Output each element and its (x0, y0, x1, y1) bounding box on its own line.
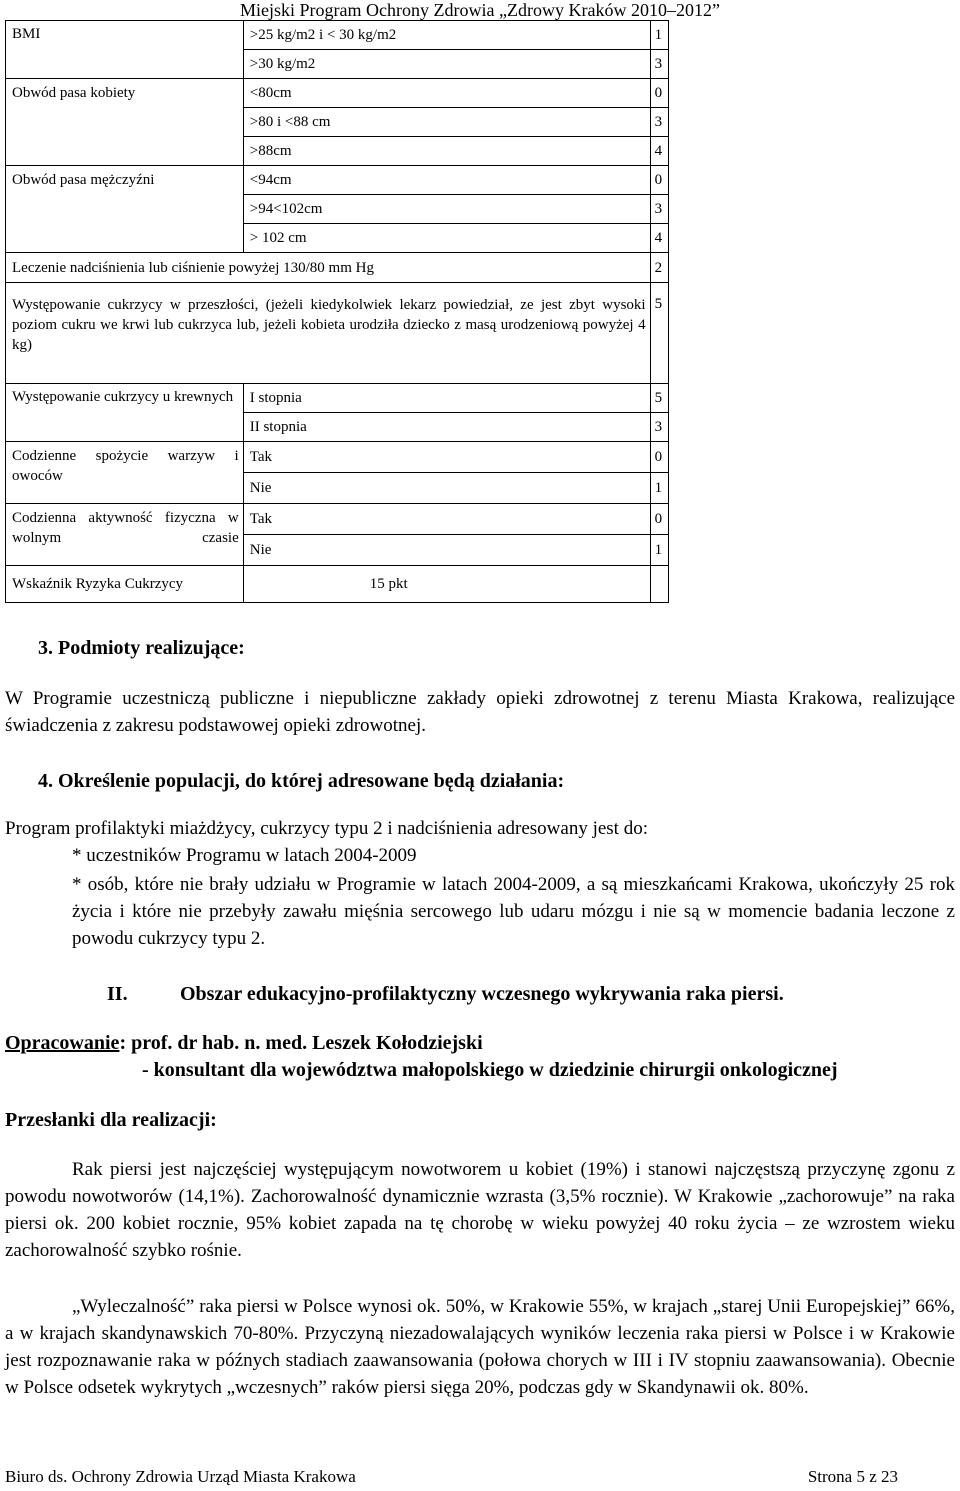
author-colon: : (119, 1032, 127, 1054)
vegetables-points-1: 0 (650, 442, 668, 473)
waist-male-points-1: 0 (650, 166, 668, 195)
diabetes-past-points: 5 (650, 283, 668, 384)
waist-female-value-1: <80cm (243, 79, 650, 108)
author-line (5, 1032, 483, 1055)
waist-male-points-2: 3 (650, 195, 668, 224)
vegetables-label: Codzienne spożycie warzyw i owoców (6, 442, 244, 504)
table-row (6, 166, 669, 195)
table-row (6, 283, 669, 384)
waist-male-points-3: 4 (650, 224, 668, 253)
author-name: prof. dr hab. n. med. Leszek Kołodziejski (131, 1032, 483, 1054)
table-row (6, 79, 669, 108)
bmi-value-2: >30 kg/m2 (243, 50, 650, 79)
table-row (6, 21, 669, 50)
bmi-label: BMI (6, 21, 244, 79)
table-row (6, 253, 669, 283)
hypertension-label: Leczenie nadciśnienia lub ciśnienie powyżej 130/80 mm Hg (6, 253, 651, 283)
section-4-bullet-2: * osób, które nie brały udziału w Programie w latach 2004-2009, a są mieszkańcami Krakowa, ukończyły 25 rok życia i które nie przebyły zawału mięśnia sercowego lub udaru mózgu i nie są w momencie badania leczone z powodu cukrzycy typu 2. (72, 874, 955, 949)
section-4-bullet-1: * uczestników Programu w latach 2004-2009 (72, 845, 417, 866)
bmi-value-1: >25 kg/m2 i < 30 kg/m2 (243, 21, 650, 50)
waist-female-points-3: 4 (650, 137, 668, 166)
diabetes-family-value-1: I stopnia (243, 384, 650, 413)
activity-value-2: Nie (243, 535, 650, 566)
vegetables-value-1: Tak (243, 442, 650, 473)
waist-female-value-3: >88cm (243, 137, 650, 166)
activity-label: Codzienna aktywność fizyczna w wolnym czasie (6, 504, 244, 566)
waist-female-label: Obwód pasa kobiety (6, 79, 244, 166)
waist-male-value-1: <94cm (243, 166, 650, 195)
vegetables-value-2: Nie (243, 473, 650, 504)
author-label: Opracowanie (5, 1032, 120, 1054)
diabetes-family-points-2: 3 (650, 413, 668, 442)
diabetes-past-label: Występowanie cukrzycy w przeszłości, (jeżeli kiedykolwiek lekarz powiedział, ze jest zbyt wysoki poziom cukru we krwi lub cukrzyca lub, jeżeli kobieta urodziła dziecko z masą urodzeniową powyżej 4 kg) (6, 283, 651, 384)
table-row (6, 384, 669, 413)
activity-value-1: Tak (243, 504, 650, 535)
waist-male-label: Obwód pasa mężczyźni (6, 166, 244, 253)
activity-points-2: 1 (650, 535, 668, 566)
footer-left: Biuro ds. Ochrony Zdrowia Urząd Miasta Krakowa (5, 1467, 356, 1486)
risk-table (5, 20, 669, 603)
section-3-heading: 3. Podmioty realizujące: (38, 637, 245, 659)
table-row (6, 442, 669, 473)
premises-paragraph-2: „Wyleczalność” raka piersi w Polsce wynosi ok. 50%, w Krakowie 55%, w krajach „starej Unii Europejskiej” 66%, a w krajach skandynawskich 70-80%. Przyczyną niezadowalających wyników leczenia raka piersi w Polsce i w Krakowie jest rozpoznawanie raka w późnych stadiach zaawansowania (połowa chorych w III i IV stopniu zaawansowania). Obecnie w Polsce odsetek wykrytych „wczesnych” raków piersi sięga 20%, podczas gdy w Skandynawii ok. 80%. (5, 1296, 955, 1398)
waist-female-points-1: 0 (650, 79, 668, 108)
premises-paragraph-1: Rak piersi jest najczęściej występującym nowotworem u kobiet (19%) i stanowi najczęstszą przyczynę zgonu z powodu nowotworów (14,1%). Zachorowalność dynamicznie wzrasta (3,5% rocznie). W Krakowie „zachorowuje” na raka piersi ok. 200 kobiet rocznie, 95% kobiet zapada na tę chorobę w wieku powyżej 40 roku życia – ze wzrostem wieku zachorowalność szybko rośnie. (5, 1159, 955, 1261)
waist-male-value-2: >94<102cm (243, 195, 650, 224)
diabetes-family-value-2: II stopnia (243, 413, 650, 442)
bmi-points-2: 3 (650, 50, 668, 79)
bmi-points-1: 1 (650, 21, 668, 50)
consultant-line: - konsultant dla województwa małopolskiego w dziedzinie chirurgii onkologicznej (142, 1059, 838, 1081)
table-row (6, 566, 669, 603)
section-ii-title: Obszar edukacyjno-profilaktyczny wczesnego wykrywania raka piersi. (180, 983, 784, 1005)
footer-page-number: Strona 5 z 23 (807, 1467, 898, 1486)
waist-female-value-2: >80 i <88 cm (243, 108, 650, 137)
risk-index-label: Wskaźnik Ryzyka Cukrzycy (6, 566, 244, 603)
premises-heading: Przesłanki dla realizacji: (5, 1109, 217, 1131)
diabetes-family-label: Występowanie cukrzycy u krewnych (6, 384, 244, 442)
risk-index-value: 15 pkt (243, 566, 650, 603)
waist-female-points-2: 3 (650, 108, 668, 137)
section-3-text: W Programie uczestniczą publiczne i niepubliczne zakłady opieki zdrowotnej z terenu Miasta Krakowa, realizujące świadczenia z zakresu podstawowej opieki zdrowotnej. (5, 688, 955, 736)
diabetes-family-points-1: 5 (650, 384, 668, 413)
hypertension-points: 2 (650, 253, 668, 283)
section-ii-number: II. (107, 983, 128, 1005)
activity-points-1: 0 (650, 504, 668, 535)
section-4-intro: Program profilaktyki miażdżycy, cukrzycy typu 2 i nadciśnienia adresowany jest do: (5, 818, 648, 839)
table-row (6, 504, 669, 535)
section-4-heading: 4. Określenie populacji, do której adresowane będą działania: (38, 770, 565, 792)
waist-male-value-3: > 102 cm (243, 224, 650, 253)
vegetables-points-2: 1 (650, 473, 668, 504)
page-header: Miejski Program Ochrony Zdrowia „Zdrowy Kraków 2010–2012” (240, 0, 720, 20)
